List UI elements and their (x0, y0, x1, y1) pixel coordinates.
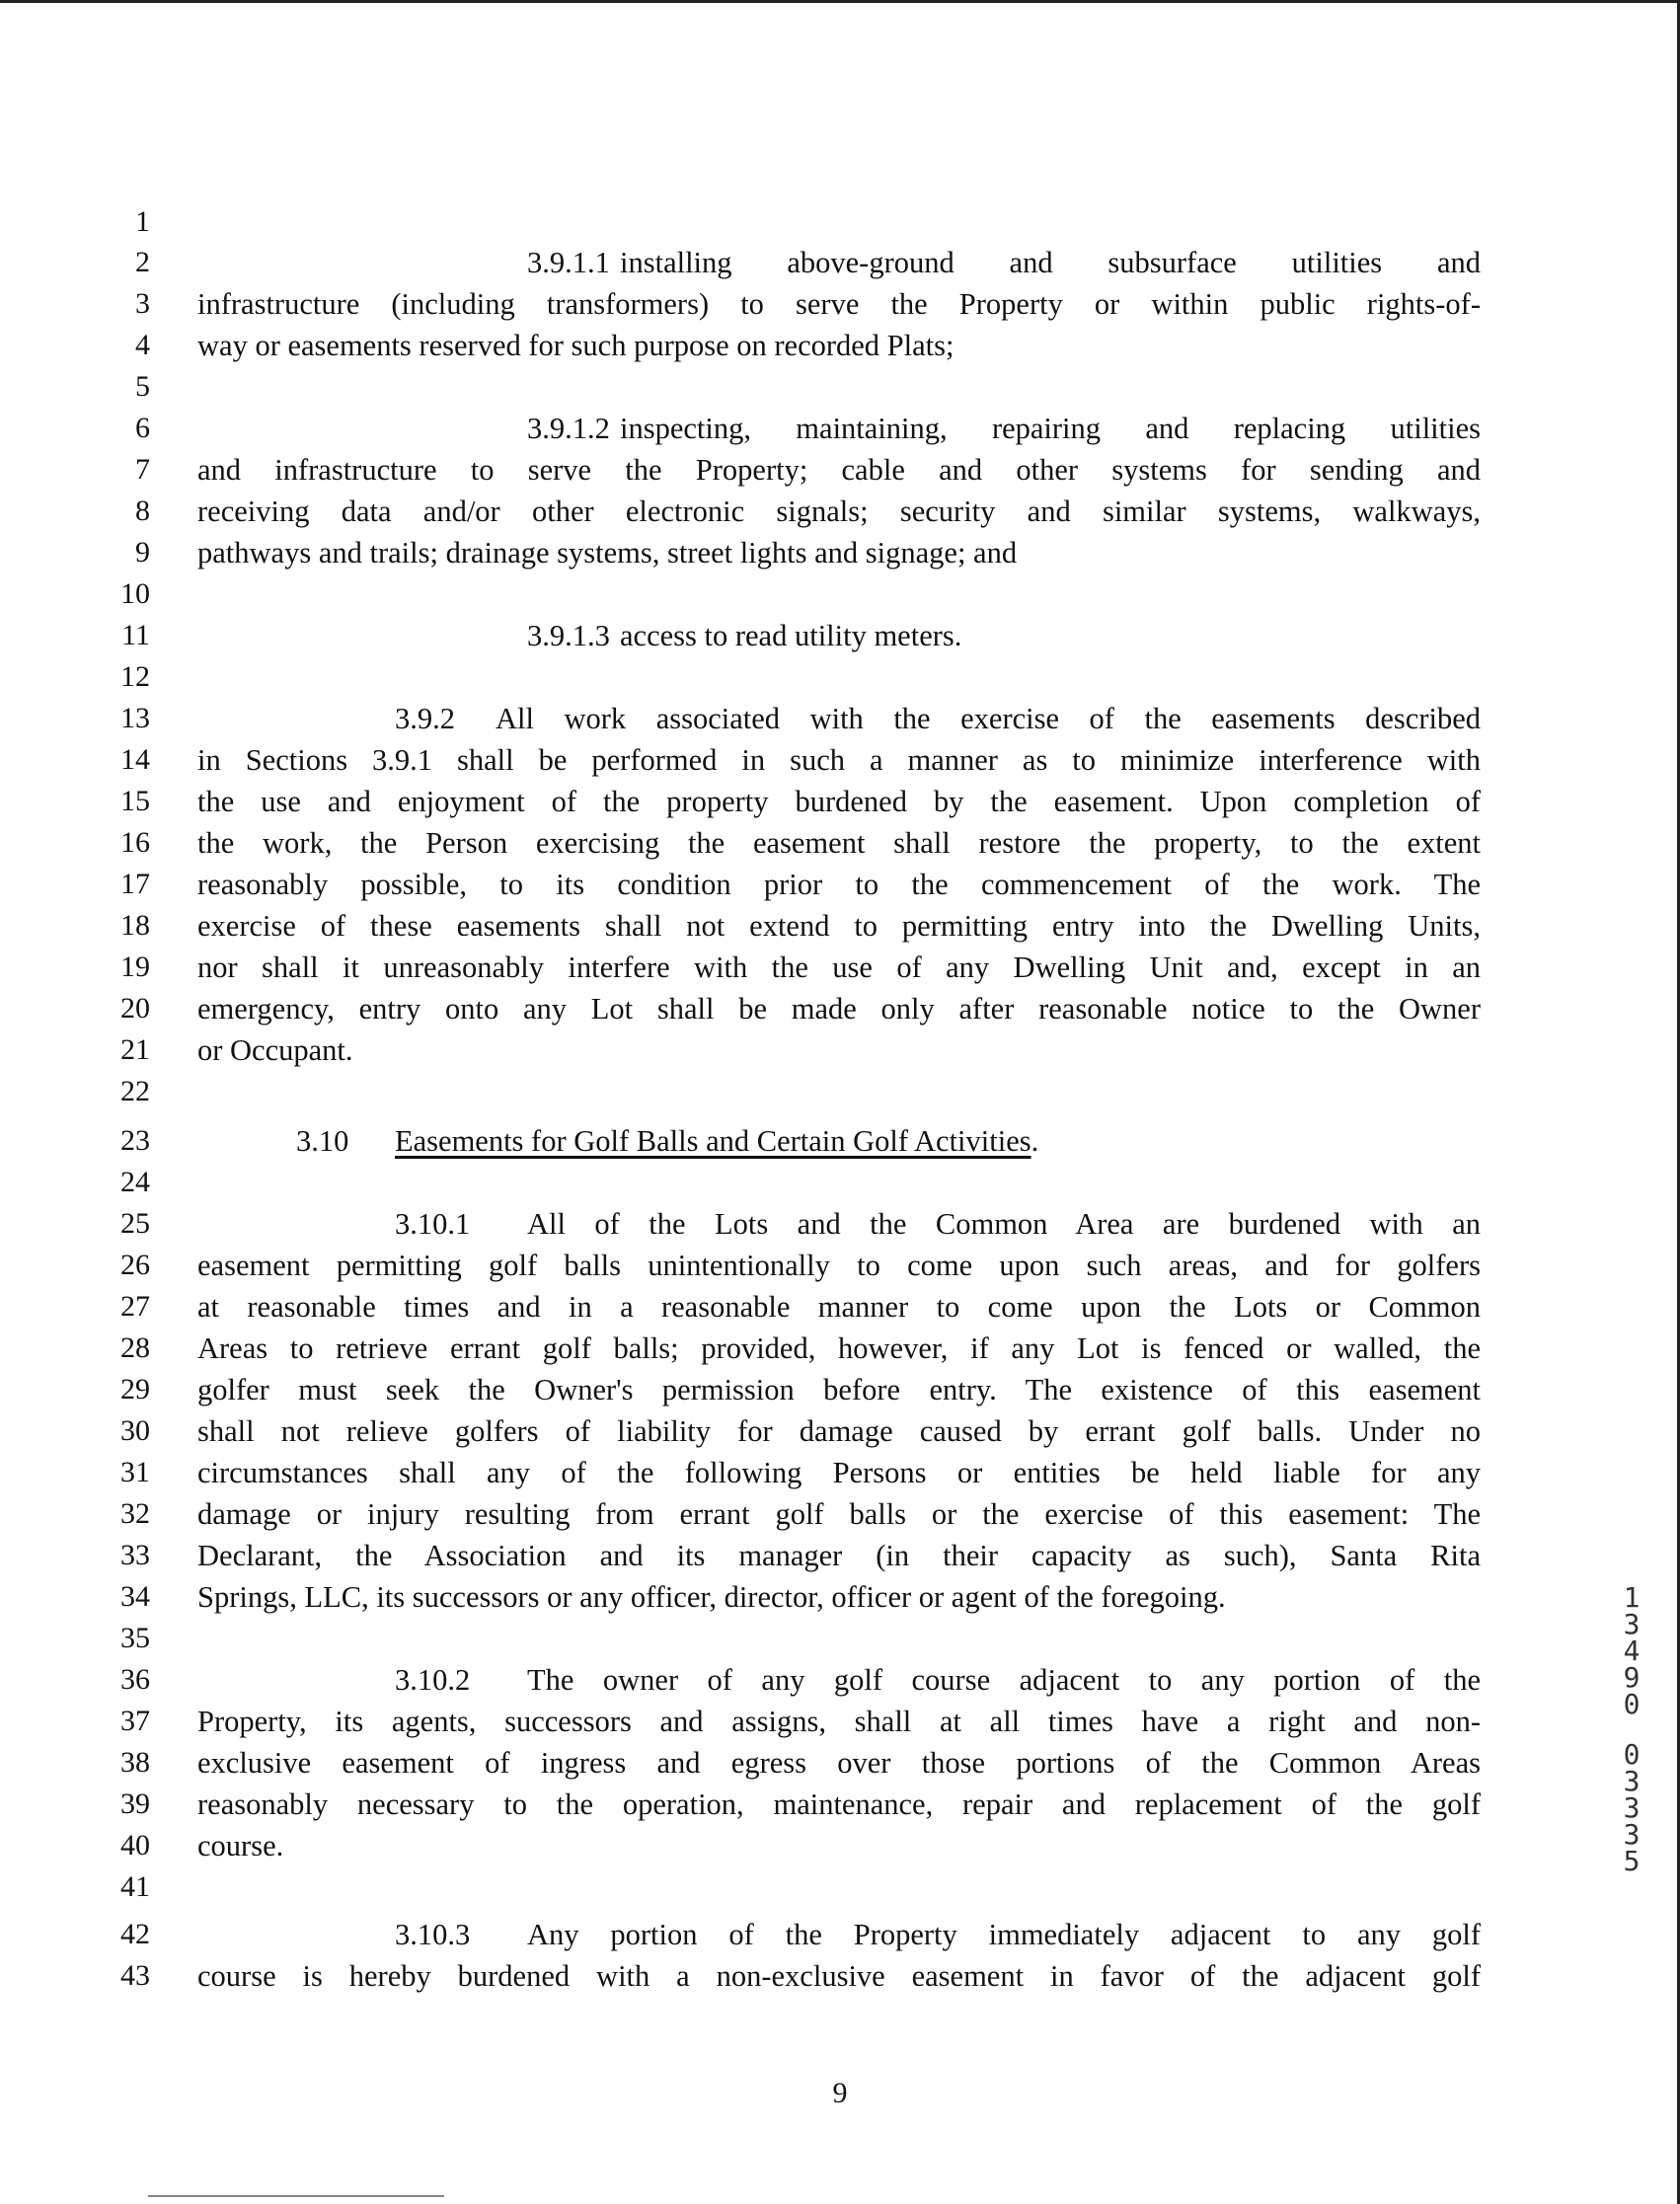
line-number: 13 (120, 702, 150, 734)
line-39 (0, 1784, 1680, 1825)
paragraph-line: or Occupant. (197, 1033, 353, 1067)
section-number: 3.9.1.1 (527, 246, 610, 279)
line-number: 23 (120, 1124, 150, 1157)
stamp-digit: 5 (1623, 1845, 1641, 1877)
section-number: 3.10.2 (395, 1663, 471, 1697)
line-30 (0, 1410, 1680, 1452)
line-number: 38 (120, 1746, 150, 1779)
line-number: 33 (120, 1539, 150, 1571)
stamp-digit: 3 (1623, 1608, 1641, 1640)
paragraph-line: reasonably possible, to its condition prior to the commencement of the work. The (197, 868, 1481, 901)
line-number: 29 (120, 1373, 150, 1406)
line-22 (0, 1071, 1680, 1112)
line-number: 26 (120, 1249, 150, 1281)
line-28 (0, 1328, 1680, 1369)
line-number: 31 (120, 1456, 150, 1488)
paragraph-line: pathways and trails; drainage systems, street lights and signage; and (197, 536, 1018, 570)
paragraph-line: course. (197, 1829, 284, 1862)
stamp-digit: 3 (1623, 1765, 1641, 1797)
line-number: 15 (120, 785, 150, 817)
line-6 (0, 408, 1680, 449)
paragraph-line: 3.10.2 The owner of any golf course adjacent to any portion of the (395, 1659, 1481, 1701)
stamp-digit: 1 (1623, 1581, 1641, 1614)
line-15 (0, 781, 1680, 822)
line-number: 14 (120, 743, 150, 776)
line-10 (0, 573, 1680, 615)
section-number: 3.9.1.2 (527, 412, 610, 445)
line-number: 4 (135, 329, 150, 361)
stamp-digit: 0 (1623, 1688, 1641, 1720)
line-number: 21 (120, 1033, 150, 1066)
line-number: 1 (135, 205, 150, 238)
stamp-digit: 0 (1623, 1738, 1641, 1771)
line-number: 43 (120, 1959, 150, 1992)
stamp-digit: 3 (1623, 1818, 1641, 1851)
line-13 (0, 698, 1680, 739)
line-number: 17 (120, 868, 150, 900)
line-31 (0, 1452, 1680, 1493)
paragraph-line: 3.10.1 All of the Lots and the Common Area are burdened with an (395, 1203, 1481, 1245)
paragraph-line: at reasonable times and in a reasonable manner to come upon the Lots or Common (197, 1290, 1481, 1324)
stamp-digit: 9 (1623, 1661, 1641, 1694)
line-8 (0, 491, 1680, 532)
page-top-border (0, 0, 1680, 3)
line-33 (0, 1535, 1680, 1576)
paragraph-line: 3.9.2 All work associated with the exercise of the easements described (395, 698, 1481, 739)
section-number: 3.10.1 (395, 1207, 471, 1241)
line-20 (0, 988, 1680, 1029)
paragraph-line: 3.9.1.2 inspecting, maintaining, repairing and replacing utilities (527, 408, 1481, 449)
line-9 (0, 532, 1680, 573)
paragraph-line: exclusive easement of ingress and egress over those portions of the Common Areas (197, 1746, 1481, 1780)
line-18 (0, 905, 1680, 947)
paragraph-line: way or easements reserved for such purpose on recorded Plats; (197, 329, 955, 362)
line-27 (0, 1286, 1680, 1328)
paragraph-line: damage or injury resulting from errant golf balls or the exercise of this easement: The (197, 1497, 1481, 1531)
paragraph-line: 3.10.3 Any portion of the Property immediately adjacent to any golf (395, 1914, 1481, 1955)
paragraph-line: exercise of these easements shall not extend to permitting entry into the Dwelling Units, (197, 909, 1481, 943)
line-40 (0, 1825, 1680, 1866)
line-number: 27 (120, 1290, 150, 1323)
line-number: 37 (120, 1705, 150, 1737)
line-3 (0, 283, 1680, 325)
line-number: 2 (135, 246, 150, 278)
paragraph-line: golfer must seek the Owner's permission before entry. The existence of this easement (197, 1373, 1481, 1406)
line-number: 36 (120, 1663, 150, 1696)
line-34 (0, 1576, 1680, 1618)
section-number: 3.10 (296, 1124, 349, 1158)
line-43 (0, 1955, 1680, 1997)
line-number: 11 (121, 619, 150, 651)
section-number: 3.9.2 (395, 702, 455, 735)
line-number: 30 (120, 1414, 150, 1447)
paragraph-line: receiving data and/or other electronic signals; security and similar systems, walkways, (197, 494, 1481, 528)
line-4 (0, 325, 1680, 366)
paragraph-line: Property, its agents, successors and assigns, shall at all times have a right and non- (197, 1705, 1481, 1738)
line-2 (0, 242, 1680, 283)
line-number: 32 (120, 1497, 150, 1530)
paragraph-line: Springs, LLC, its successors or any officer, director, officer or agent of the foregoing. (197, 1580, 1226, 1614)
line-16 (0, 822, 1680, 864)
line-number: 41 (120, 1870, 150, 1903)
paragraph-line: Declarant, the Association and its manager (in their capacity as such), Santa Rita (197, 1539, 1481, 1572)
line-17 (0, 864, 1680, 905)
recording-stamp (1617, 1581, 1646, 1877)
line-number: 7 (135, 453, 150, 486)
line-23 (0, 1120, 1680, 1162)
paragraph-line: in Sections 3.9.1 shall be performed in such a manner as to minimize interference with (197, 743, 1481, 777)
line-number: 8 (135, 494, 150, 527)
line-number: 24 (120, 1166, 150, 1198)
line-5 (0, 366, 1680, 408)
line-number: 22 (120, 1075, 150, 1107)
line-number: 18 (120, 909, 150, 942)
line-41 (0, 1866, 1680, 1908)
section-heading: 3.10 Easements for Golf Balls and Certain Golf Activities. (296, 1120, 1283, 1162)
paragraph-line: nor shall it unreasonably interfere with the use of any Dwelling Unit and, except in an (197, 950, 1481, 984)
line-number: 6 (135, 412, 150, 444)
line-19 (0, 947, 1680, 988)
line-number: 35 (120, 1622, 150, 1654)
line-number: 12 (120, 660, 150, 693)
line-number: 20 (120, 992, 150, 1025)
section-title: Easements for Golf Balls and Certain Golf Activities (395, 1124, 1031, 1158)
line-38 (0, 1738, 1680, 1784)
page-number: 9 (832, 2077, 848, 2109)
paragraph-line: easement permitting golf balls unintentionally to come upon such areas, and for golfers (197, 1249, 1481, 1282)
line-number: 3 (135, 287, 150, 320)
line-24 (0, 1162, 1680, 1203)
line-number: 25 (120, 1207, 150, 1240)
paragraph-line: Areas to retrieve errant golf balls; provided, however, if any Lot is fenced or walled, the (197, 1331, 1481, 1365)
line-42 (0, 1914, 1680, 1955)
paragraph-line: infrastructure (including transformers) to serve the Property or within public rights-of- (197, 287, 1481, 321)
line-number: 39 (120, 1787, 150, 1820)
line-14 (0, 739, 1680, 781)
paragraph-line: reasonably necessary to the operation, maintenance, repair and replacement of the golf (197, 1787, 1481, 1821)
line-25 (0, 1203, 1680, 1245)
paragraph-line: and infrastructure to serve the Property; cable and other systems for sending and (197, 453, 1481, 487)
line-21 (0, 1029, 1680, 1071)
stamp-digit: 4 (1623, 1634, 1641, 1667)
line-29 (0, 1369, 1680, 1410)
line-32 (0, 1493, 1680, 1535)
line-number: 10 (120, 577, 150, 610)
line-number: 42 (120, 1918, 150, 1950)
line-number: 34 (120, 1580, 150, 1613)
line-11 (0, 615, 1680, 656)
line-number: 40 (120, 1829, 150, 1862)
paragraph-line: 3.9.1.1 installing above-ground and subsurface utilities and (527, 242, 1481, 283)
line-number: 16 (120, 826, 150, 859)
section-number: 3.10.3 (395, 1918, 471, 1951)
line-12 (0, 656, 1680, 698)
paragraph-line: shall not relieve golfers of liability for damage caused by errant golf balls. Under no (197, 1414, 1481, 1448)
line-number: 9 (135, 536, 150, 569)
line-1 (0, 201, 1680, 243)
paragraph-line: course is hereby burdened with a non-exclusive easement in favor of the adjacent golf (197, 1959, 1481, 1993)
line-37 (0, 1701, 1680, 1742)
line-26 (0, 1245, 1680, 1286)
section-number: 3.9.1.3 (527, 619, 610, 652)
line-number: 5 (135, 370, 150, 403)
stamp-digit: 3 (1623, 1791, 1641, 1824)
line-number: 28 (120, 1331, 150, 1364)
line-7 (0, 449, 1680, 491)
paragraph-line: circumstances shall any of the following Persons or entities be held liable for any (197, 1456, 1481, 1489)
line-35 (0, 1618, 1680, 1659)
line-36 (0, 1659, 1680, 1701)
paragraph-line: emergency, entry onto any Lot shall be made only after reasonable notice to the Owner (197, 992, 1481, 1026)
paragraph-line: the use and enjoyment of the property burdened by the easement. Upon completion of (197, 785, 1481, 818)
line-number: 19 (120, 950, 150, 983)
paragraph-line: the work, the Person exercising the easement shall restore the property, to the extent (197, 826, 1481, 860)
scan-artifact-line (148, 2195, 444, 2197)
paragraph-line: 3.9.1.3 access to read utility meters. (527, 615, 1481, 656)
